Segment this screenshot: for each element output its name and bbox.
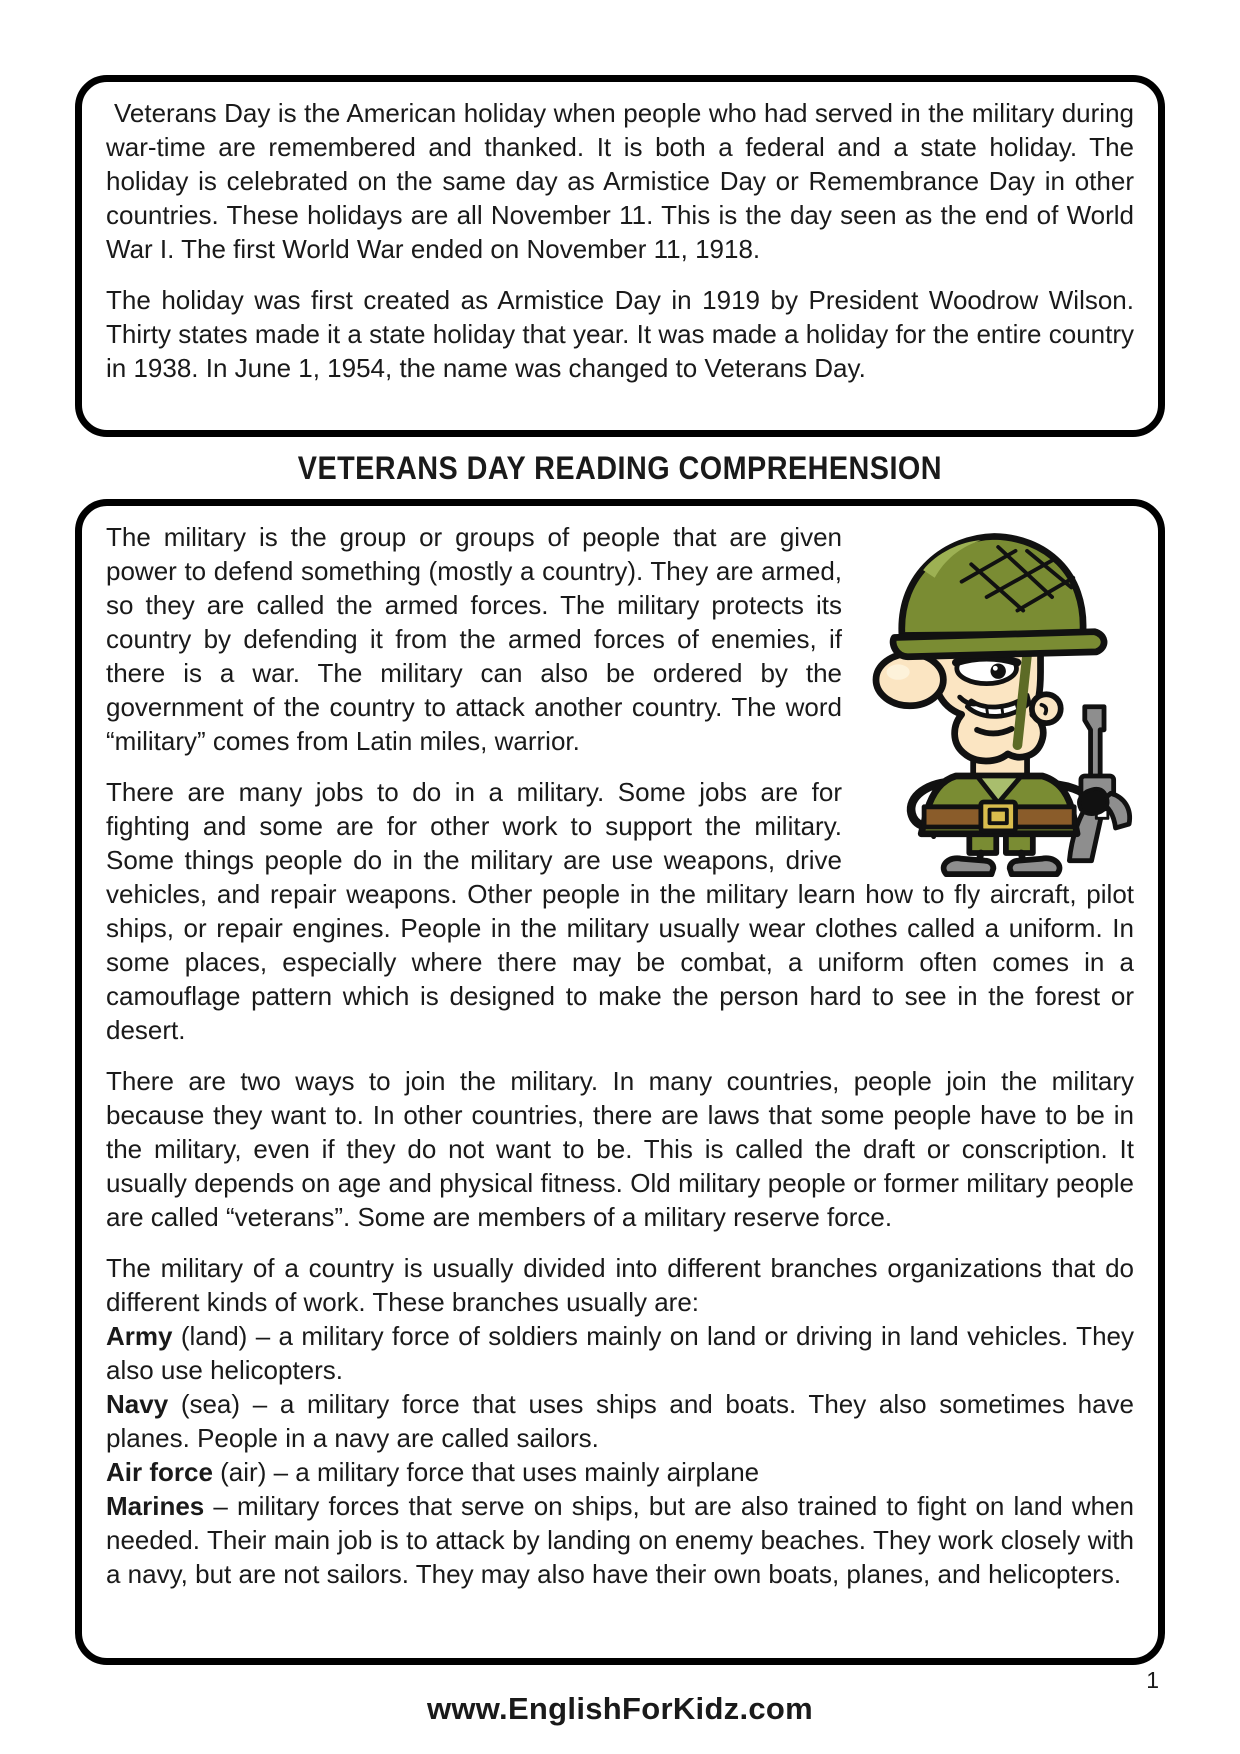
branch-marines	[106, 1489, 1134, 1591]
page-title: VETERANS DAY READING COMPREHENSION	[297, 450, 943, 486]
rifle-icon	[1069, 707, 1129, 861]
footer-website: www.EnglishForKidz.com	[426, 1691, 814, 1726]
footer	[75, 1665, 1165, 1743]
branch-air-force-name: Air force	[106, 1457, 213, 1487]
branch-air-force	[106, 1455, 1134, 1489]
boots-icon	[944, 858, 1060, 874]
branches-intro: The military of a country is usually divided into different branches organizations that do different kinds of work. These branches usually are:	[106, 1253, 1134, 1317]
reading-box	[75, 499, 1165, 1665]
soldier-illustration-frame	[842, 520, 1134, 872]
cartoon-soldier-icon	[872, 522, 1134, 878]
branch-army-description: (land) – a military force of soldiers mainly on land or driving in land vehicles. They also use helicopters.	[106, 1321, 1134, 1385]
branch-navy-name: Navy	[106, 1389, 169, 1419]
page-number: 1	[1146, 1667, 1159, 1693]
branch-air-force-description: (air) – a military force that uses mainly airplane	[212, 1457, 760, 1487]
belt-buckle	[981, 802, 1016, 831]
title-row	[75, 450, 1165, 490]
reading-paragraph-2: There are many jobs to do in a military. Some jobs are for fighting and some are for other work to support the military. Some things people do in the military are use weapons, drive vehicles, and repair weapons. Other people in the military learn how to fly aircraft, pilot ships, or repair engines. People in the military usually wear clothes called a uniform. In some places, especially where there may be combat, a uniform often comes in a camouflage pattern which is designed to make the person hard to see in the forest or desert.	[106, 777, 1134, 1045]
intro-paragraph-1: Veterans Day is the American holiday when people who had served in the military during war-time are remembered and thanked. It is both a federal and a state holiday. The holiday is celebrated on the same day as Armistice Day or Remembrance Day in other countries. These holidays are all November 11. This is the day seen as the end of World War I. The first World War ended on November 11, 1918.	[106, 98, 1134, 264]
branch-navy	[106, 1387, 1134, 1455]
branch-navy-description: (sea) – a military force that uses ships and boats. They also sometimes have planes. People in a navy are called sailors.	[106, 1389, 1134, 1453]
reading-paragraph-1: The military is the group or groups of people that are given power to defend something (mostly a country). They are armed, so they are called the armed forces. The military protects its country by defending it from the armed forces of enemies, if there is a war. The military can also be ordered by the government of the country to attack another country. The word “military” comes from Latin miles, warrior.	[106, 522, 842, 756]
branch-marines-name: Marines	[106, 1491, 205, 1521]
branch-army	[106, 1319, 1134, 1387]
intro-box	[75, 75, 1165, 437]
soldier-fist	[1079, 789, 1108, 814]
branch-marines-description: – military forces that serve on ships, but are also trained to fight on land when needed. Their main job is to attack by landing on enemy beaches. They work closely with a navy, but are not sailors. They may also have their own boats, planes, and helicopters.	[106, 1491, 1134, 1589]
soldier-nose	[876, 654, 943, 706]
intro-paragraph-2: The holiday was first created as Armistice Day in 1919 by President Woodrow Wilson. Thirty states made it a state holiday that year. It was made a holiday for the entire country in 1938. In June 1, 1954, the name was changed to Veterans Day.	[106, 285, 1134, 383]
reading-paragraph-3: There are two ways to join the military. In many countries, people join the military because they want to. In other countries, there are laws that some people have to be in the military, even if they do not want to be. This is called the draft or conscription. It usually depends on age and physical fitness. Old military people or former military people are called “veterans”. Some are members of a military reserve force.	[106, 1066, 1134, 1232]
branch-army-name: Army	[106, 1321, 173, 1351]
